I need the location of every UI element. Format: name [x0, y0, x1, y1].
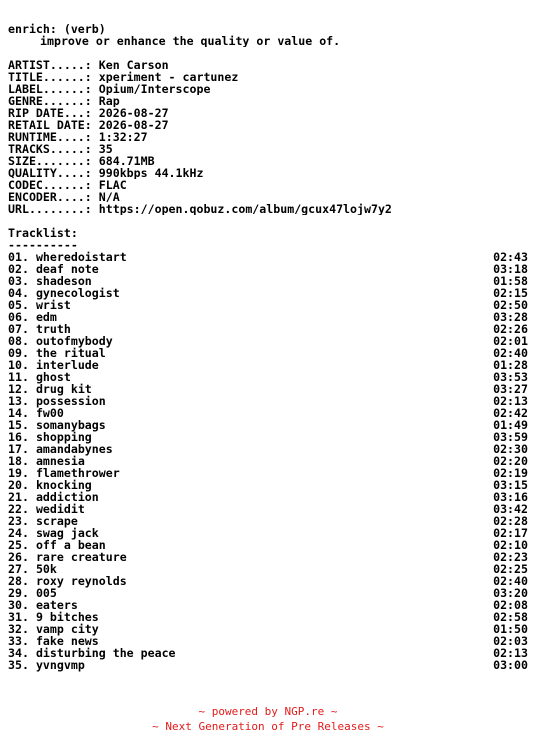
track-number: 16.	[8, 430, 29, 444]
info-label: LABEL......: Opium/Interscope	[8, 83, 211, 95]
track-title: fw00	[35, 406, 64, 420]
track-duration: 02:42	[493, 406, 528, 420]
track-title: flamethrower	[35, 466, 120, 480]
track-duration: 03:42	[493, 502, 528, 516]
track-row	[8, 443, 528, 455]
info-url[interactable]: URL........: https://open.qobuz.com/album/gcux47lojw7y2	[8, 203, 392, 215]
info-codec: CODEC......: FLAC	[8, 179, 127, 191]
track-number: 19.	[8, 466, 29, 480]
track-title: fake news	[35, 634, 99, 648]
track-number: 34.	[8, 646, 29, 660]
track-title: off a bean	[35, 538, 106, 552]
track-duration: 03:20	[493, 586, 528, 600]
track-row	[8, 551, 528, 563]
track-title: wheredoistart	[35, 250, 127, 264]
track-title: vamp city	[35, 622, 99, 636]
track-title: deaf note	[35, 262, 99, 276]
track-duration: 02:28	[493, 514, 528, 528]
track-number: 29.	[8, 586, 29, 600]
track-title: somanybags	[35, 418, 106, 432]
track-duration: 03:16	[493, 490, 528, 504]
track-duration: 01:50	[493, 622, 528, 636]
track-title: shopping	[35, 430, 92, 444]
track-duration: 01:28	[493, 358, 528, 372]
info-retail-date: RETAIL DATE: 2026-08-27	[8, 119, 169, 131]
track-title: swag jack	[35, 526, 99, 540]
track-duration: 02:26	[493, 322, 528, 336]
track-row	[8, 659, 528, 671]
track-number: 31.	[8, 610, 29, 624]
track-number: 22.	[8, 502, 29, 516]
track-number: 20.	[8, 478, 29, 492]
track-title: rare creature	[35, 550, 127, 564]
info-tracks: TRACKS.....: 35	[8, 143, 113, 155]
info-size: SIZE.......: 684.71MB	[8, 155, 155, 167]
track-number: 13.	[8, 394, 29, 408]
track-title: roxy reynolds	[35, 574, 127, 588]
track-title: amandabynes	[35, 442, 113, 456]
track-duration: 02:23	[493, 550, 528, 564]
track-number: 01.	[8, 250, 29, 264]
release-info	[8, 59, 528, 215]
track-number: 10.	[8, 358, 29, 372]
track-number: 02.	[8, 262, 29, 276]
track-title: scrape	[35, 514, 78, 528]
track-duration: 03:53	[493, 370, 528, 384]
track-number: 35.	[8, 658, 29, 672]
track-duration: 02:10	[493, 538, 528, 552]
definition-text: improve or enhance the quality or value of.	[40, 35, 341, 47]
track-number: 30.	[8, 598, 29, 612]
definition-word: enrich: (verb)	[8, 23, 106, 35]
track-duration: 03:00	[493, 658, 528, 672]
info-title: TITLE......: xperiment - cartunez	[8, 71, 239, 83]
track-duration: 02:03	[493, 634, 528, 648]
track-duration: 03:27	[493, 382, 528, 396]
track-title: knocking	[35, 478, 92, 492]
track-duration: 02:40	[493, 346, 528, 360]
track-duration: 03:18	[493, 262, 528, 276]
track-number: 25.	[8, 538, 29, 552]
track-title: 9 bitches	[35, 610, 99, 624]
track-title: edm	[35, 310, 57, 324]
track-number: 14.	[8, 406, 29, 420]
track-number: 21.	[8, 490, 29, 504]
spacer	[8, 47, 528, 59]
track-number: 12.	[8, 382, 29, 396]
track-number: 07.	[8, 322, 29, 336]
track-title: ghost	[35, 370, 71, 384]
track-number: 33.	[8, 634, 29, 648]
track-number: 28.	[8, 574, 29, 588]
track-duration: 01:58	[493, 274, 528, 288]
track-title: wrist	[35, 298, 71, 312]
track-duration: 02:50	[493, 298, 528, 312]
info-genre: GENRE......: Rap	[8, 95, 120, 107]
spacer	[8, 215, 528, 227]
track-title: amnesia	[35, 454, 85, 468]
track-duration: 03:15	[493, 478, 528, 492]
track-title: 50k	[35, 562, 57, 576]
track-duration: 02:13	[493, 646, 528, 660]
info-runtime: RUNTIME....: 1:32:27	[8, 131, 148, 143]
track-duration: 02:15	[493, 286, 528, 300]
album-url-link[interactable]: https://open.qobuz.com/album/gcux47lojw7y2	[98, 203, 392, 215]
footer-tagline: ~ Next Generation of Pre Releases ~	[152, 720, 384, 733]
track-duration: 02:25	[493, 562, 528, 576]
track-row	[8, 491, 528, 503]
track-title: wedidit	[35, 502, 85, 516]
track-number: 08.	[8, 334, 29, 348]
track-duration: 02:43	[493, 250, 528, 264]
track-number: 04.	[8, 286, 29, 300]
track-title: interlude	[35, 358, 99, 372]
track-number: 27.	[8, 562, 29, 576]
track-title: truth	[35, 322, 71, 336]
track-number: 05.	[8, 298, 29, 312]
track-number: 06.	[8, 310, 29, 324]
track-title: yvngvmp	[35, 658, 85, 672]
track-duration: 02:20	[493, 454, 528, 468]
footer-powered-by: ~ powered by NGP.re ~	[198, 705, 338, 718]
track-title: drug kit	[35, 382, 92, 396]
track-title: shadeson	[35, 274, 92, 288]
track-number: 15.	[8, 418, 29, 432]
tracklist-rule: ----------	[8, 239, 78, 251]
track-label	[8, 659, 85, 671]
track-number: 03.	[8, 274, 29, 288]
track-number: 18.	[8, 454, 29, 468]
track-title: outofmybody	[35, 334, 113, 348]
track-title: 005	[35, 586, 57, 600]
track-title: eaters	[35, 598, 78, 612]
tracklist-heading: Tracklist:	[8, 227, 78, 239]
track-title: possession	[35, 394, 106, 408]
track-duration: 02:40	[493, 574, 528, 588]
track-number: 32.	[8, 622, 29, 636]
footer	[0, 704, 536, 734]
track-duration: 03:28	[493, 310, 528, 324]
track-duration: 02:58	[493, 610, 528, 624]
track-row	[8, 299, 528, 311]
track-duration: 01:49	[493, 418, 528, 432]
track-duration: 02:01	[493, 334, 528, 348]
track-row	[8, 359, 528, 371]
tracklist	[8, 251, 528, 671]
track-duration: 03:59	[493, 430, 528, 444]
track-duration: 02:08	[493, 598, 528, 612]
track-number: 23.	[8, 514, 29, 528]
info-rip-date: RIP DATE...: 2026-08-27	[8, 107, 169, 119]
track-title: gynecologist	[35, 286, 120, 300]
info-artist: ARTIST.....: Ken Carson	[8, 59, 169, 71]
track-row	[8, 287, 528, 299]
track-duration: 02:13	[493, 394, 528, 408]
track-row	[8, 503, 528, 515]
track-row	[8, 575, 528, 587]
track-title: addiction	[35, 490, 99, 504]
info-quality: QUALITY....: 990kbps 44.1kHz	[8, 167, 204, 179]
track-row	[8, 647, 528, 659]
track-row	[8, 311, 528, 323]
track-row	[8, 395, 528, 407]
track-row	[8, 587, 528, 599]
track-number: 24.	[8, 526, 29, 540]
track-title: the ritual	[35, 346, 106, 360]
nfo-document	[8, 23, 528, 671]
track-duration: 02:30	[493, 442, 528, 456]
track-number: 09.	[8, 346, 29, 360]
track-duration: 02:17	[493, 526, 528, 540]
track-number: 11.	[8, 370, 29, 384]
track-number: 17.	[8, 442, 29, 456]
track-number: 26.	[8, 550, 29, 564]
track-title: disturbing the peace	[35, 646, 176, 660]
info-encoder: ENCODER....: N/A	[8, 191, 120, 203]
track-duration: 02:19	[493, 466, 528, 480]
